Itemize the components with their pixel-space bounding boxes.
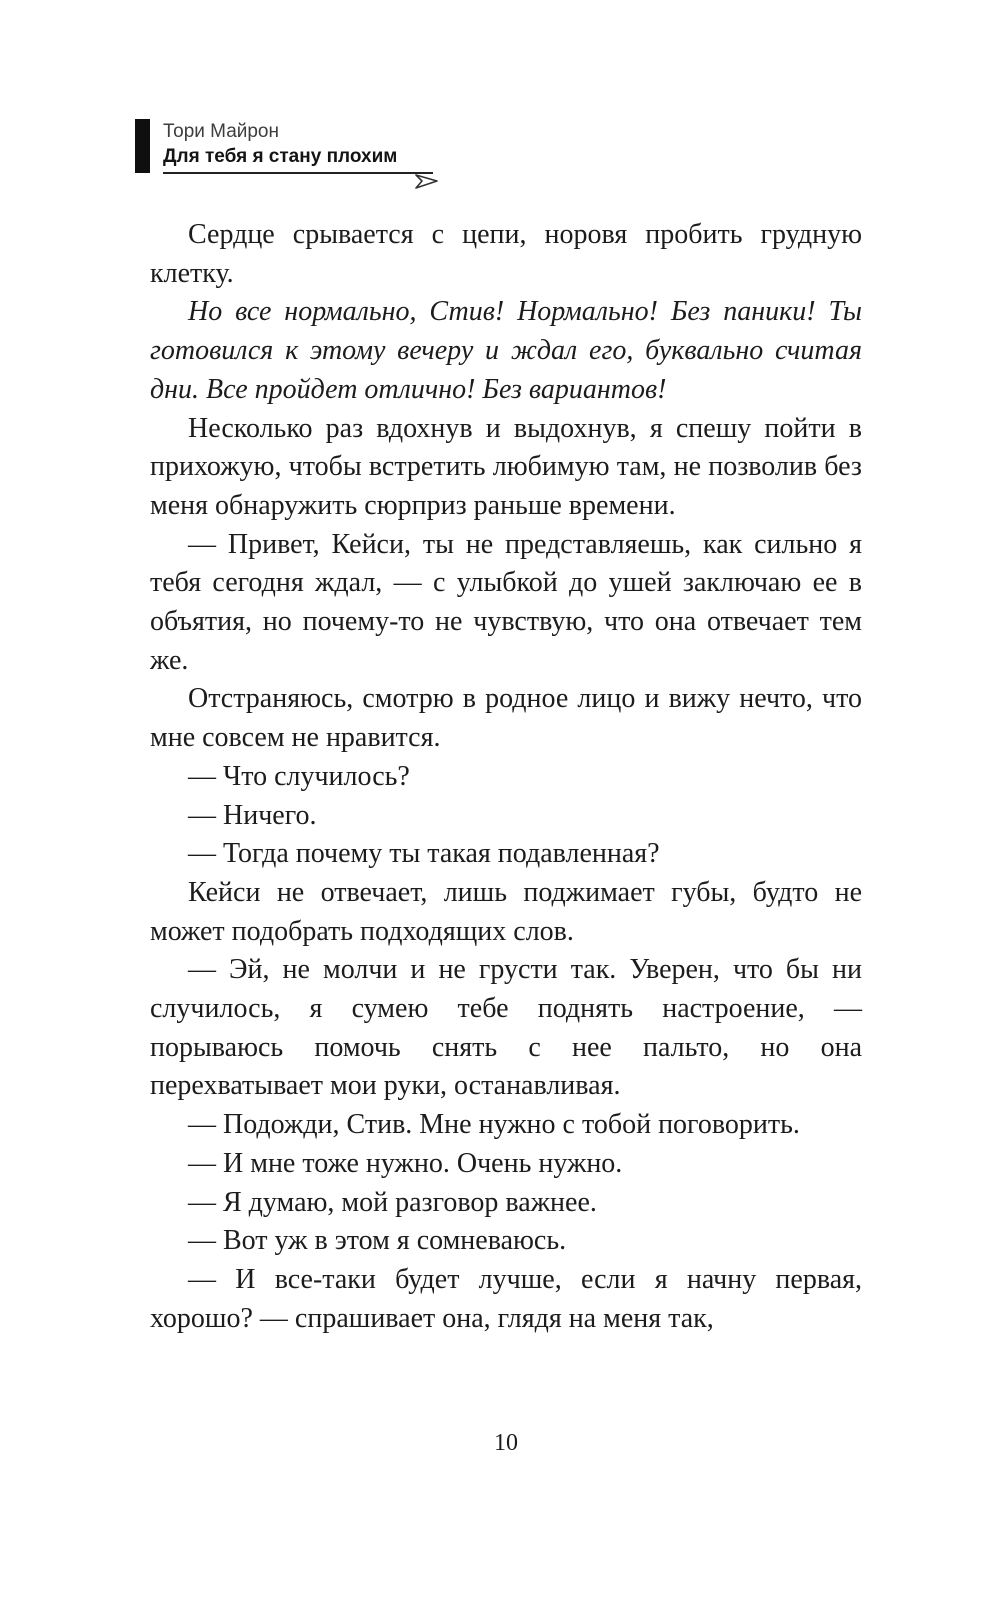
paragraph: — Ничего. bbox=[188, 799, 317, 831]
author-name: Тори Майрон bbox=[163, 121, 279, 142]
paragraph: — Эй, не молчи и не грусти так. Уверен, что бы ни случилось, я сумею тебе поднять настроение, — порываюсь помочь снять с нее пальто, но она перехватывает мои руки, останавливая. bbox=[150, 954, 862, 1102]
paragraph: — Тогда почему ты такая подавленная? bbox=[188, 838, 660, 870]
paragraph: Но все нормально, Стив! Нормально! Без паники! Ты готовился к этому вечеру и ждал его, буквально считая дни. Все пройдет отлично! Без вариантов! bbox=[150, 296, 862, 405]
paragraph: Кейси не отвечает, лишь поджимает губы, будто не может подобрать подходящих слов. bbox=[150, 876, 862, 947]
header-text bbox=[163, 119, 433, 174]
paragraph: Несколько раз вдохнув и выдохнув, я спешу пойти в прихожую, чтобы встретить любимую там, не позволив без меня обнаружить сюрприз раньше времени. bbox=[150, 412, 862, 521]
paragraph: — Вот уж в этом я сомневаюсь. bbox=[188, 1225, 567, 1257]
paragraph: — И все-таки будет лучше, если я начну первая, хорошо? — спрашивает она, глядя на меня так, bbox=[150, 1263, 862, 1334]
arrow-icon bbox=[415, 174, 439, 195]
paragraph: Сердце срывается с цепи, норовя пробить грудную клетку. bbox=[150, 219, 862, 289]
paragraph: — Что случилось? bbox=[188, 760, 410, 792]
paragraph: — Привет, Кейси, ты не представляешь, как сильно я тебя сегодня ждал, — с улыбкой до ушей заключаю ее в объятия, но почему-то не чувствую, что она отвечает тем же. bbox=[150, 528, 862, 676]
paragraph: — Я думаю, мой разговор важнее. bbox=[188, 1186, 597, 1218]
paragraph: — Подожди, Стив. Мне нужно с тобой поговорить. bbox=[188, 1109, 800, 1141]
header-accent-bar bbox=[135, 119, 150, 173]
body-text bbox=[150, 216, 862, 1338]
paragraph: — И мне тоже нужно. Очень нужно. bbox=[188, 1147, 623, 1179]
book-title: Для тебя я стану плохим bbox=[163, 146, 398, 167]
paragraph: Отстраняюсь, смотрю в родное лицо и вижу нечто, что мне совсем не нравится. bbox=[150, 683, 862, 754]
page-number: 10 bbox=[494, 1430, 518, 1456]
header-rule bbox=[163, 172, 433, 174]
